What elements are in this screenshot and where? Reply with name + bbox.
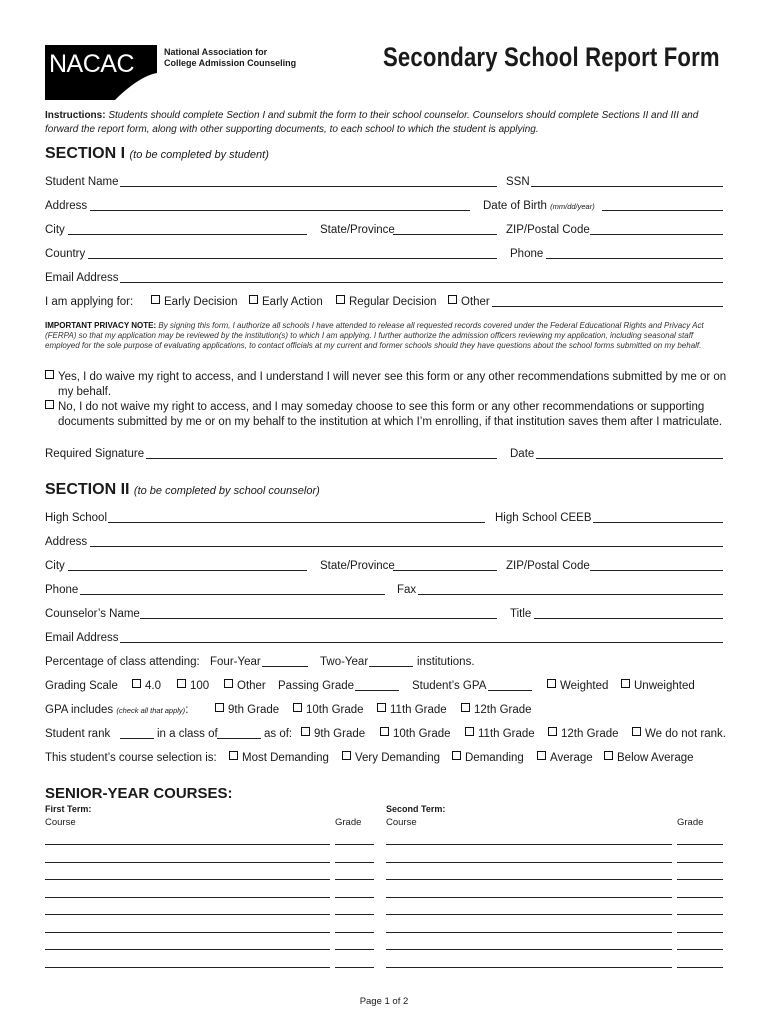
gpa-11-label: 11th Grade [390,704,447,716]
address-label: Address [45,200,88,212]
early-action-option[interactable] [249,295,323,309]
regular-decision-option[interactable] [336,295,437,309]
gs-40-option[interactable] [132,679,161,693]
s2-zip-field[interactable] [590,570,723,571]
student-name-label: Student Name [45,176,119,188]
below-average-label: Below Average [617,752,694,764]
gs-100-label: 100 [190,680,210,692]
nacac-logo [45,45,157,100]
two-year-field[interactable] [369,666,413,667]
s2-email-field[interactable] [120,642,723,643]
dob-field[interactable] [602,210,723,211]
demanding-label: Demanding [465,752,524,764]
first-term-course-line[interactable] [45,862,330,863]
no-rank-label: We do not rank. [645,728,726,740]
demanding-checkbox[interactable] [452,751,461,760]
rank-field[interactable] [120,738,154,739]
grading-scale-label: Grading Scale [45,680,118,692]
gs-100-checkbox[interactable] [177,679,186,688]
ssn-label: SSN [506,176,530,188]
date-field[interactable] [536,458,723,459]
institutions-label: institutions. [417,656,475,668]
gs-40-label: 4.0 [145,680,161,692]
early-decision-option[interactable] [151,295,238,309]
counselor-label: Counselor’s Name [45,608,140,620]
first-term-grade-line[interactable] [335,967,374,968]
second-term-course-line[interactable] [386,897,672,898]
waive-yes-line-1: Yes, I do waive my right to access, and I understand I will never see this form or any other recommendations submitted by me or on [58,371,727,383]
average-label: Average [550,752,593,764]
gs-other-option[interactable] [224,679,266,693]
second-grade-header: Grade [677,817,704,828]
waive-no-checkbox[interactable] [45,400,54,409]
first-term-grade-line[interactable] [335,844,374,845]
second-term-course-line[interactable] [386,879,672,880]
waive-no-line-2: documents submitted by me or on my behalf to the institution at which I’m enrolling, if that institution saves them after I matriculate. [58,416,723,428]
gs-other-checkbox[interactable] [224,679,233,688]
org-line-1: National Association for [164,47,268,57]
waive-yes-checkbox[interactable] [45,370,54,379]
city-label: City [45,224,65,236]
second-term-grade-line[interactable] [677,844,723,845]
rank-9-label: 9th Grade [314,728,366,740]
title-label: Title [510,608,532,620]
rank-11-checkbox[interactable] [465,727,474,736]
privacy-label: IMPORTANT PRIVACY NOTE: [45,321,157,330]
applying-for-label: I am applying for: [45,296,134,308]
gpa-10-label: 10th Grade [306,704,364,716]
weighted-label: Weighted [560,680,609,692]
early-decision-checkbox[interactable] [151,295,160,304]
signature-label: Required Signature [45,448,145,460]
no-rank-option[interactable] [632,727,726,741]
second-term-grade-line[interactable] [677,949,723,950]
first-term-grade-line[interactable] [335,862,374,863]
very-demanding-label: Very Demanding [355,752,441,764]
second-term-grade-line[interactable] [677,932,723,933]
as-of-label: as of: [264,728,293,740]
city-field[interactable] [68,234,307,235]
s2-state-field[interactable] [393,570,497,571]
gpa-9-option[interactable] [215,703,279,717]
waive-no-line-1: No, I do not waive my right to access, and I may someday choose to see this form or any other recommendations or supporting [58,401,705,413]
average-option[interactable] [537,751,593,765]
gpa-10-checkbox[interactable] [293,703,302,712]
rank-12-label: 12th Grade [561,728,619,740]
zip-field[interactable] [590,234,723,235]
gpa-12-label: 12th Grade [474,704,532,716]
first-term-grade-line[interactable] [335,932,374,933]
phone-field[interactable] [546,258,723,259]
s2-address-label: Address [45,536,88,548]
gpa-12-checkbox[interactable] [461,703,470,712]
s2-email-label: Email Address [45,632,119,644]
second-term-course-line[interactable] [386,967,672,968]
student-name-field[interactable] [120,186,497,187]
fax-field[interactable] [418,594,723,595]
second-term-label: Second Term: [386,804,446,814]
demanding-option[interactable] [452,751,524,765]
course-selection-label: This student’s course selection is: [45,752,217,764]
rank-10-option[interactable] [380,727,451,741]
second-term-grade-line[interactable] [677,879,723,880]
counselor-field[interactable] [140,618,497,619]
second-term-grade-line[interactable] [677,862,723,863]
senior-courses-title: SENIOR-YEAR COURSES: [45,785,233,802]
instructions [45,109,725,137]
check-all-note: (check all that apply) [116,706,186,715]
high-school-field[interactable] [108,522,485,523]
second-term-course-line[interactable] [386,844,672,845]
two-year-label: Two-Year [320,656,369,668]
rank-11-label: 11th Grade [478,728,535,740]
section-2-subtitle: (to be completed by school counselor) [133,485,320,497]
other-option[interactable] [448,295,490,309]
pct-label: Percentage of class attending: [45,656,200,668]
s2-city-label: City [45,560,65,572]
org-line-2: College Admission Counseling [164,58,297,68]
dob-format: (mm/dd/year) [550,202,595,211]
students-gpa-label: Student’s GPA [412,680,487,692]
rank-9-checkbox[interactable] [301,727,310,736]
early-action-checkbox[interactable] [249,295,258,304]
most-demanding-label: Most Demanding [242,752,329,764]
passing-grade-label: Passing Grade [278,680,355,692]
ceeb-field[interactable] [593,522,723,523]
passing-grade-field[interactable] [355,690,399,691]
country-field[interactable] [88,258,497,259]
page-number: Page 1 of 2 [359,996,409,1007]
s2-phone-label: Phone [45,584,79,596]
form-title: Secondary School Report Form [383,42,720,72]
very-demanding-option[interactable] [342,751,440,765]
waive-yes-option[interactable] [45,370,735,400]
second-term-grade-line[interactable] [677,914,723,915]
instructions-text: Students should complete Section I and submit the form to their school counselor. Counselors should complete Sections II and III and forward the report form, along with other supporting documents, to each school to which the student is applying. [45,110,699,135]
first-term-course-line[interactable] [45,949,330,950]
email-label: Email Address [45,272,119,284]
rank-11-option[interactable] [465,727,535,741]
state-field[interactable] [393,234,497,235]
second-term-course-line[interactable] [386,932,672,933]
gs-other-label: Other [237,680,266,692]
s2-zip-label: ZIP/Postal Code [506,560,590,572]
rank-9-option[interactable] [301,727,365,741]
students-gpa-field[interactable] [488,690,532,691]
second-course-header: Course [386,817,417,828]
instructions-label: Instructions: [45,110,106,121]
section-2-title [45,481,320,499]
address-field[interactable] [90,210,470,211]
gpa-includes-label: GPA includes (check all that apply): [45,704,189,716]
in-class-of-label: in a class of [157,728,218,740]
signature-field[interactable] [146,458,497,459]
most-demanding-option[interactable] [229,751,329,765]
second-term-course-line[interactable] [386,914,672,915]
first-term-grade-line[interactable] [335,879,374,880]
first-term-course-line[interactable] [45,932,330,933]
rank-10-label: 10th Grade [393,728,451,740]
date-label: Date [510,448,535,460]
dob-text: Date of Birth [483,200,547,212]
unweighted-checkbox[interactable] [621,679,630,688]
first-term-course-line[interactable] [45,879,330,880]
first-course-header: Course [45,817,76,828]
title-field[interactable] [534,618,723,619]
weighted-checkbox[interactable] [547,679,556,688]
privacy-text: By signing this form, I authorize all schools I have attended to release all requested records covered under the Federal Educational Rights and Privacy Act (FERPA) so that my application may be reviewed by the institution(s) to which I am applying. I further authorize the admission officers reviewing my application, including seasonal staff employed for the sole purpose of evaluating applications, to contact officials at my current and former schools should they have questions about the school forms submitted on my behalf. [45,321,704,350]
rank-10-checkbox[interactable] [380,727,389,736]
rank-12-checkbox[interactable] [548,727,557,736]
fax-label: Fax [397,584,417,596]
first-term-course-line[interactable] [45,844,330,845]
country-label: Country [45,248,86,260]
section-1-subtitle: (to be completed by student) [129,149,269,161]
phone-label: Phone [510,248,544,260]
early-action-label: Early Action [262,296,323,308]
section-2-heading: SECTION II [45,481,130,498]
ssn-field[interactable] [531,186,723,187]
email-field[interactable] [120,282,723,283]
unweighted-option[interactable] [621,679,695,693]
gpa-9-label: 9th Grade [228,704,280,716]
gs-40-checkbox[interactable] [132,679,141,688]
high-school-label: High School [45,512,108,524]
waive-yes-line-2: my behalf. [58,386,112,398]
early-decision-label: Early Decision [164,296,238,308]
section-1-heading: SECTION I [45,145,126,162]
first-term-course-line[interactable] [45,914,330,915]
second-term-course-line[interactable] [386,949,672,950]
other-label: Other [461,296,490,308]
gpa-9-checkbox[interactable] [215,703,224,712]
no-rank-checkbox[interactable] [632,727,641,736]
s2-phone-field[interactable] [80,594,385,595]
dob-label [483,199,595,214]
gpa-10-option[interactable] [293,703,364,717]
first-grade-header: Grade [335,817,362,828]
gpa-11-checkbox[interactable] [377,703,386,712]
most-demanding-checkbox[interactable] [229,751,238,760]
regular-decision-label: Regular Decision [349,296,437,308]
second-term-course-line[interactable] [386,862,672,863]
rank-12-option[interactable] [548,727,619,741]
unweighted-label: Unweighted [634,680,695,692]
other-field[interactable] [492,306,723,307]
rank-label: Student rank [45,728,111,740]
second-term-grade-line[interactable] [677,897,723,898]
privacy-note [45,321,725,351]
logo-text: NACAC [49,50,135,78]
s2-city-field[interactable] [68,570,307,571]
s2-state-label: State/Province [320,560,395,572]
first-term-grade-line[interactable] [335,949,374,950]
below-average-option[interactable] [604,751,694,765]
zip-label: ZIP/Postal Code [506,224,590,236]
very-demanding-checkbox[interactable] [342,751,351,760]
below-average-checkbox[interactable] [604,751,613,760]
class-size-field[interactable] [217,738,261,739]
gs-100-option[interactable] [177,679,209,693]
state-label: State/Province [320,224,395,236]
first-term-grade-line[interactable] [335,897,374,898]
average-checkbox[interactable] [537,751,546,760]
other-checkbox[interactable] [448,295,457,304]
section-1-title [45,145,269,163]
gpa-12-option[interactable] [461,703,532,717]
first-term-grade-line[interactable] [335,914,374,915]
second-term-grade-line[interactable] [677,967,723,968]
ceeb-label: High School CEEB [495,512,592,524]
org-name [164,47,296,69]
four-year-field[interactable] [262,666,308,667]
gpa-includes-text: GPA includes [45,704,114,716]
s2-address-field[interactable] [90,546,723,547]
regular-decision-checkbox[interactable] [336,295,345,304]
first-term-course-line[interactable] [45,967,330,968]
weighted-option[interactable] [547,679,608,693]
first-term-label: First Term: [45,804,92,814]
four-year-label: Four-Year [210,656,261,668]
waive-no-option[interactable] [45,400,735,430]
first-term-course-line[interactable] [45,897,330,898]
gpa-11-option[interactable] [377,703,447,717]
